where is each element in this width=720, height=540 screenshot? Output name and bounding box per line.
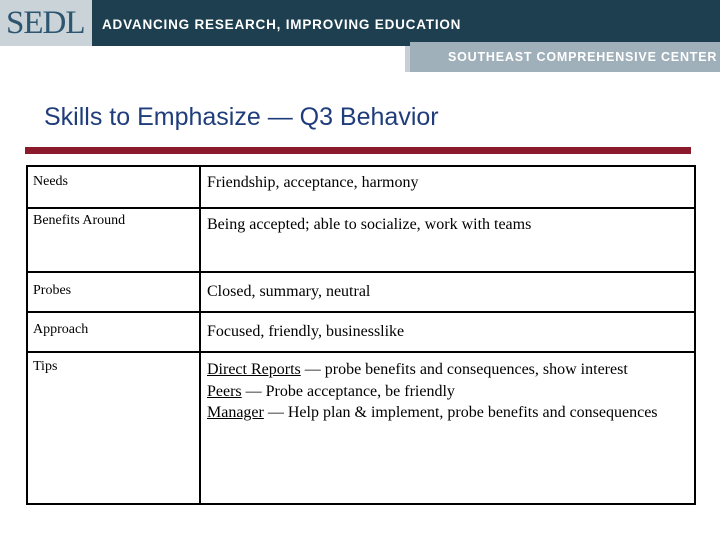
row-key: Tips (33, 359, 58, 374)
tip-text: — Help plan & implement, probe benefits and consequences (263, 404, 658, 421)
tip-line (207, 359, 687, 381)
tip-text: — Probe acceptance, be friendly (241, 382, 455, 400)
slide-title: Skills to Emphasize — Q3 Behavior (44, 103, 439, 131)
row-key: Approach (33, 322, 89, 337)
row-key: Benefits Around (33, 213, 126, 228)
row-value: Friendship, acceptance, harmony (207, 174, 419, 191)
row-key: Probes (33, 283, 72, 298)
logo-text: SEDL (6, 5, 85, 41)
row-key: Needs (33, 174, 68, 189)
tip-label: Direct Reports (207, 361, 301, 378)
tagline: ADVANCING RESEARCH, IMPROVING EDUCATION (102, 17, 462, 32)
row-value: Being accepted; able to socialize, work with teams (207, 216, 532, 233)
sedl-logo (0, 0, 92, 46)
table-row (28, 313, 694, 353)
title-rule (25, 147, 691, 154)
tip-line (207, 381, 687, 403)
table-row (28, 273, 694, 313)
tip-text: — probe benefits and consequences, show interest (300, 361, 628, 378)
table-row (28, 209, 694, 273)
tip-label: Manager (207, 404, 264, 421)
row-value: Focused, friendly, businesslike (207, 323, 405, 340)
center-name: SOUTHEAST COMPREHENSIVE CENTER (448, 50, 718, 64)
header-banner (0, 0, 720, 72)
tip-label: Peers (207, 382, 242, 400)
row-value: Closed, summary, neutral (207, 283, 371, 300)
table-row (28, 353, 694, 503)
tips-list (207, 359, 687, 424)
tip-line (207, 402, 687, 424)
skills-table (26, 165, 696, 505)
table-row (28, 167, 694, 209)
